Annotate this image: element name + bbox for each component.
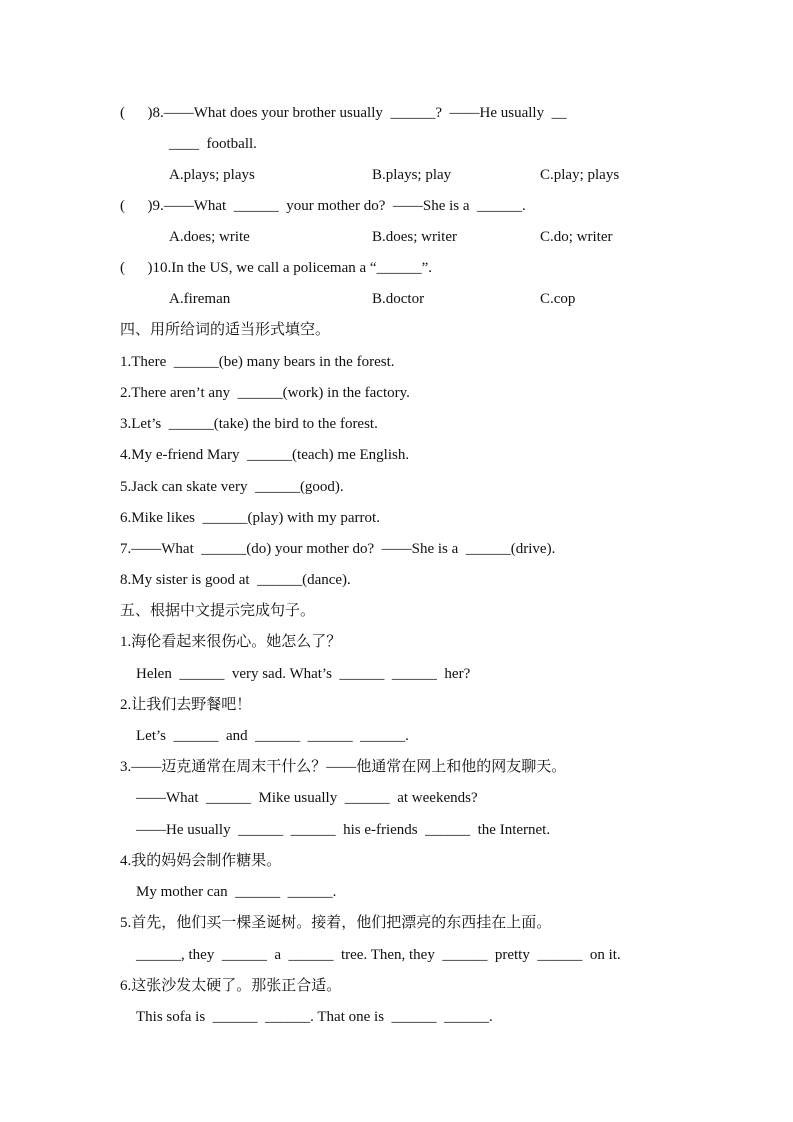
- section4-heading: 四、用所给词的适当形式填空。: [120, 322, 331, 338]
- section5-prompt-4: 4.我的妈妈会制作糖果。: [120, 853, 282, 869]
- section5-prompt-6: 6.这张沙发太硬了。那张正合适。: [120, 978, 342, 994]
- q8-stem-continuation: ____ football.: [169, 136, 257, 152]
- section5-prompt-5: 5.首先，他们买一棵圣诞树。接着，他们把漂亮的东西挂在上面。: [120, 915, 552, 931]
- section4-item-1: 1.There ______(be) many bears in the forest.: [120, 354, 395, 370]
- section4-item-3: 3.Let’s ______(take) the bird to the forest.: [120, 416, 378, 432]
- section4-item-4: 4.My e-friend Mary ______(teach) me English.: [120, 447, 410, 463]
- q9-stem: ( )9.——What ______ your mother do? ——She is a ______.: [120, 198, 526, 214]
- q8-option-b: B.plays; play: [372, 167, 452, 183]
- section5-answer-1: Helen ______ very sad. What’s ______ ______ her?: [136, 666, 471, 682]
- q9-option-a: A.does; write: [169, 229, 250, 245]
- section5-answer-6: This sofa is ______ ______. That one is ______ ______.: [136, 1009, 493, 1025]
- q10-option-c: C.cop: [540, 291, 576, 307]
- section5-answer-3a: ——What ______ Mike usually ______ at weekends?: [136, 790, 478, 806]
- q8-option-c: C.play; plays: [540, 167, 620, 183]
- q10-option-b: B.doctor: [372, 291, 425, 307]
- q9-option-c: C.do; writer: [540, 229, 613, 245]
- section4-item-8: 8.My sister is good at ______(dance).: [120, 572, 351, 588]
- section5-answer-2: Let’s ______ and ______ ______ ______.: [136, 728, 409, 744]
- section5-answer-5: ______, they ______ a ______ tree. Then, they ______ pretty ______ on it.: [136, 947, 621, 963]
- section5-answer-3b: ——He usually ______ ______ his e-friends ______ the Internet.: [136, 822, 551, 838]
- section5-answer-4: My mother can ______ ______.: [136, 884, 337, 900]
- section4-item-7: 7.——What ______(do) your mother do? ——She is a ______(drive).: [120, 541, 556, 557]
- section5-prompt-2: 2.让我们去野餐吧！: [120, 697, 252, 713]
- section4-item-6: 6.Mike likes ______(play) with my parrot.: [120, 510, 380, 526]
- section5-heading: 五、根据中文提示完成句子。: [120, 603, 316, 619]
- section4-item-2: 2.There aren’t any ______(work) in the factory.: [120, 385, 410, 401]
- q10-stem: ( )10.In the US, we call a policeman a “______”.: [120, 260, 432, 276]
- section5-prompt-1: 1.海伦看起来很伤心。她怎么了？: [120, 634, 342, 650]
- q8-stem: ( )8.——What does your brother usually ______? ——He usually __: [120, 105, 567, 121]
- section4-item-5: 5.Jack can skate very ______(good).: [120, 479, 344, 495]
- q10-option-a: A.fireman: [169, 291, 231, 307]
- q8-option-a: A.plays; plays: [169, 167, 255, 183]
- q9-option-b: B.does; writer: [372, 229, 457, 245]
- section5-prompt-3: 3.——迈克通常在周末干什么？——他通常在网上和他的网友聊天。: [120, 759, 567, 775]
